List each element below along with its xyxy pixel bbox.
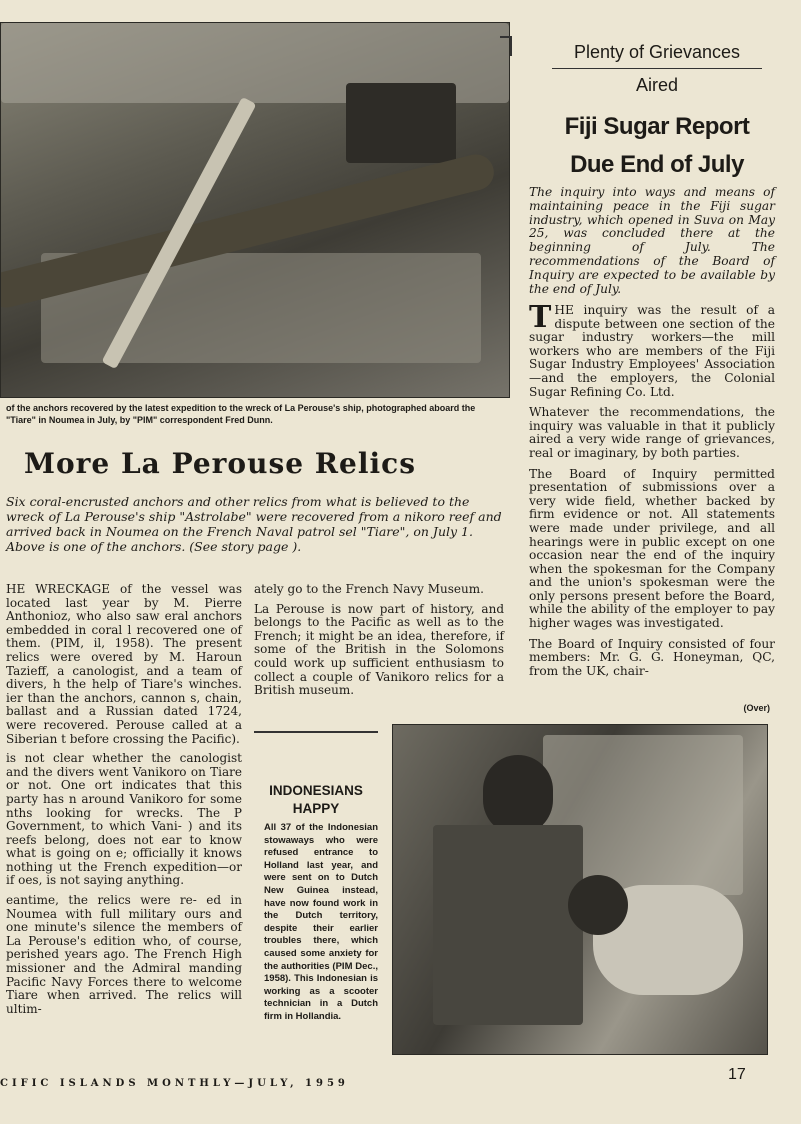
anchor-photo-caption: of the anchors recovered by the latest expedition to the wreck of La Perouse's ship, photographed aboard the "Tiare" in Noumea in July, by "PIM" correspondent Fred Dunn. (6, 403, 476, 425)
relics-column-2 (254, 583, 504, 704)
relics-col1-paragraph-3: eantime, the relics were re- ed in Noumea with full military ours and one minute's silence the members of La Perouse's edition who, of course, perished years ago. The French High missioner and the Admiral manding Pacific Navy Forces there to welcome Tiare when arrived. The relics will ultim- (6, 893, 242, 1016)
relics-column-1 (6, 583, 242, 1022)
fiji-paragraph-2: Whatever the recommendations, the inquiry was valuable in that it publicly aired a very wide range of grievances, real or imaginary, by both parties. (529, 405, 775, 460)
page-number: 17 (728, 1066, 746, 1083)
fiji-kicker-line-2: Aired (635, 75, 679, 95)
indonesians-headline-line-1: INDONESIANS (269, 783, 363, 798)
fiji-paragraph-1: THE inquiry was the result of a dispute between one section of the sugar industry workers—the mill workers who are members of the Fiji Sugar Industry Employees' Association—and the employers, the Colonial Sugar Refining Co. Ltd. (529, 300, 775, 399)
relics-col2-paragraph-2: La Perouse is now part of history, and belongs to the Pacific as well as to the French; it might be an idea, therefore, if some of the British in the Solomons could work up sufficient enthusiasm to collect a couple of Vanikoro relics for a British museum. (254, 601, 504, 698)
relics-headline: More La Perouse Relics (24, 447, 416, 480)
relics-col1-paragraph-2: is not clear whether the canologist and the divers went Vanikoro on Tiare or not. One ort indicates that this party has n around Vanikoro for some nths looking for wrecks. The P Government, to which Vani- ) and its reefs belong, does not ear to know what is going on e; officially it knows nothing ut the French expedition—or if oes, is not saying anything. (6, 751, 242, 888)
fiji-lede: The inquiry into ways and means of maintaining peace in the Fiji sugar industry, which opened in Suva on May 25, was concluded there at the beginning of July. The recommendations of the Board of Inquiry are expected to be available by the end of July. (529, 185, 775, 296)
indonesians-body: All 37 of the Indonesian stowaways who were refused entrance to Holland last year, and were sent on to Dutch New Guinea instead, have now found work in the Dutch territory, despite their earlier troubles there, which caused some anxiety for the authorities (PIM Dec., 1958). This Indonesian is working as a scooter technician in a Dutch firm in Hollandia. (264, 822, 378, 1022)
relics-lede: Six coral-encrusted anchors and other relics from what is believed to the wreck of La Perouse's ship "Astrolabe" were recovered from a nikoro reef and arrived back in Noumea on the French Naval patrol sel "Tiare", on July 1. Above is one of the anchors. (See story page ). (6, 494, 502, 554)
anchor-photo (0, 22, 510, 398)
fiji-kicker-line-1: Plenty of Grievances (552, 36, 762, 69)
relics-col2-paragraph-1: ately go to the French Navy Museum. (254, 582, 484, 596)
fiji-kicker (534, 36, 780, 101)
indonesians-headline-line-2: HAPPY (292, 801, 340, 816)
fiji-body (529, 300, 775, 678)
fiji-headline-line-2: Due End of July (570, 151, 744, 178)
indonesians-headline (254, 782, 378, 818)
fiji-headline (534, 108, 780, 184)
fiji-drop-cap: T (529, 300, 552, 335)
relics-col1-paragraph-1: HE WRECKAGE of the vessel was located last year by M. Pierre Anthonioz, who also saw eral anchors embedded in coral l recovered one of them. (PIM, il, 1958). The present relics were overed by M. Haroun Tazieff, a canologist, and a team of divers, h the help of Tiare's winches. ier than the anchors, cannon s, chain, ballast and a Russian dated 1724, were recovered. Perouse called at a Siberian t before crossing the Pacific). (6, 582, 242, 746)
fiji-paragraph-4: The Board of Inquiry consisted of four members: Mr. G. G. Honeyman, QC, from the UK, chair- (529, 636, 775, 678)
fiji-headline-line-1: Fiji Sugar Report (564, 113, 750, 140)
footer-publication: CIFIC ISLANDS MONTHLY—JULY, 1959 (0, 1078, 349, 1089)
fiji-paragraph-3: The Board of Inquiry permitted presentation of submissions over a very wide field, whether backed by firm evidence or not. All statements were made under privilege, and all hearings were in public except on one occasion near the end of the inquiry when the spokesman for the Company and the union's spokesman were the only persons present before the Board, while the ability of the employer to pay higher wages was investigated. (529, 466, 775, 631)
continued-over-label: (Over) (743, 703, 770, 713)
divider-rule (254, 731, 378, 733)
scooter-technician-photo (392, 724, 768, 1055)
photo-corner-mark (500, 36, 512, 56)
